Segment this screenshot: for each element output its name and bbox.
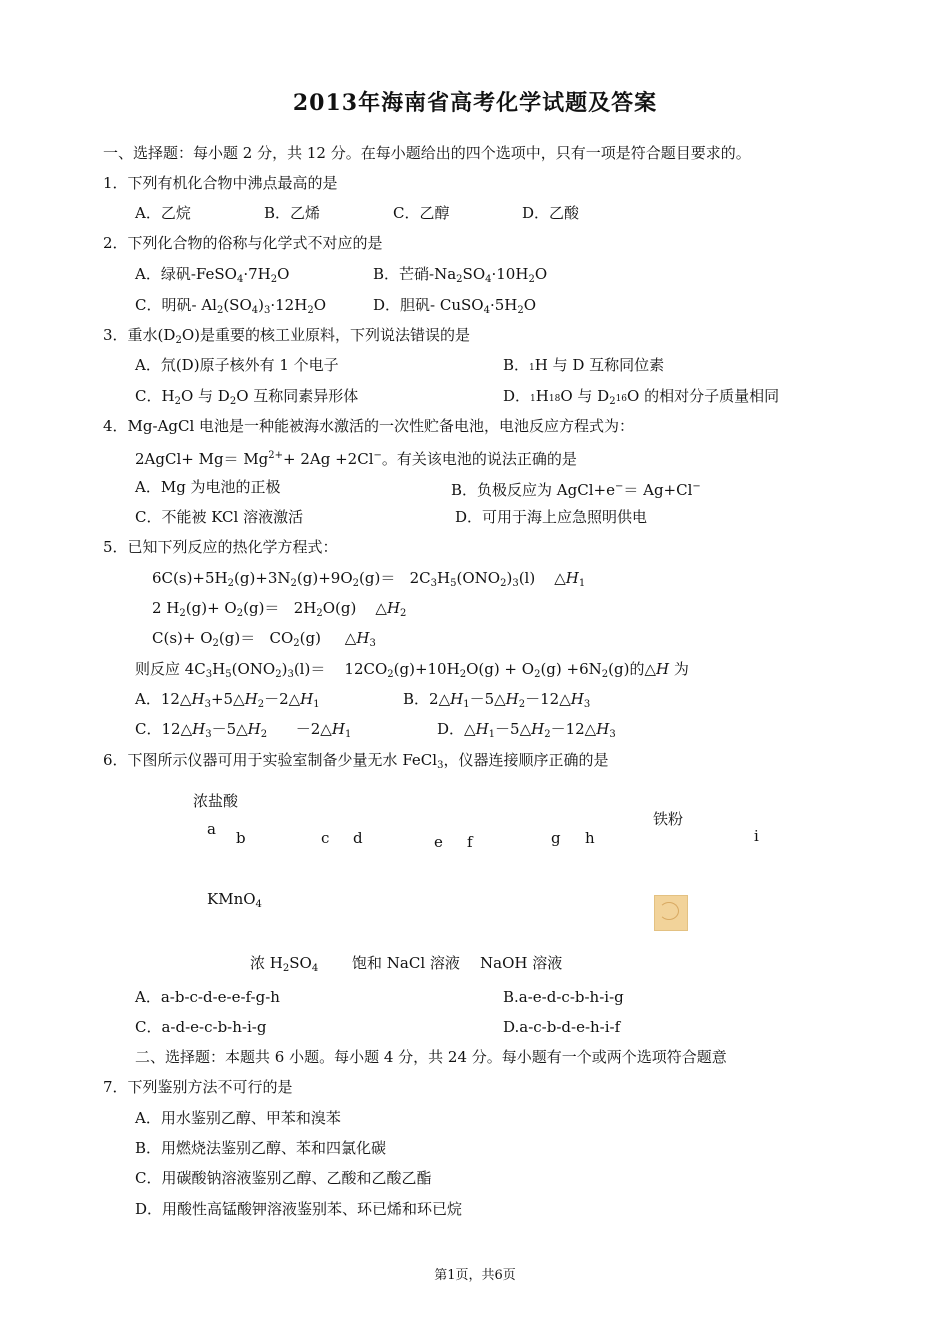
- port-label-i: i: [754, 827, 759, 845]
- q6-option-b: B.a-e-d-c-b-h-i-g: [503, 988, 624, 1006]
- port-label-a: a: [207, 820, 216, 838]
- label-kmno4: KMnO$_4$: [207, 890, 262, 910]
- q3-option-b: B．1H 与 D 互称同位素: [503, 356, 665, 374]
- q2-option-c: C．明矾- $Al_2(SO_4)_3\cdot 12H_2O$: [135, 296, 326, 316]
- q7-option-c: C．用碳酸钠溶液鉴别乙醇、乙酸和乙酸乙酯: [135, 1169, 432, 1187]
- q3-option-d: D．1H18O 与 $D_216O$ 的相对分子质量相同: [503, 387, 780, 407]
- q1-option-b: B．乙烯: [264, 204, 321, 222]
- q2-option-b: B．芒硝$-Na_2SO_4\cdot 10H_2O$: [373, 265, 548, 285]
- q5-equation-1: $6C(s)+5H_2(g)+3N_2(g)+9O_2(g)= 2C_3H_5(ONO_2)_3(l)$ $\triangle H_1$: [152, 569, 586, 589]
- q5-target-reaction: 则反应 $4C_3H_5(ONO_2)_3(l)=$ $12CO_2(g)+10H_2O(g) + O_2(g) +6N_2(g)$的△H 为: [135, 660, 689, 680]
- q5-option-b: B．$2\triangle H_1-5\triangle H_2-12\triangle H_3$: [403, 690, 591, 710]
- question-2-stem: 2．下列化合物的俗称与化学式不对应的是: [103, 234, 383, 252]
- port-label-c: c: [321, 829, 330, 847]
- question-1-stem: 1．下列有机化合物中沸点最高的是: [103, 174, 338, 192]
- question-3-stem: 3．重水$(D_2O)$是重要的核工业原料，下列说法错误的是: [103, 326, 470, 346]
- port-label-e: e: [434, 833, 443, 851]
- q2-option-d: D．胆矾- $CuSO_4\cdot 5H_2O$: [373, 296, 537, 316]
- q4-option-a: A．Mg 为电池的正极: [135, 478, 281, 496]
- port-label-d: d: [353, 829, 363, 847]
- q6-option-d: D.a-c-b-d-e-h-i-f: [503, 1018, 621, 1036]
- label-conc-h2so4: 浓 $H_2SO_4$: [250, 954, 319, 974]
- port-label-b: b: [236, 829, 246, 847]
- q6-option-a: A．a-b-c-d-e-e-f-g-h: [135, 988, 280, 1006]
- question-5-stem: 5．已知下列反应的热化学方程式：: [103, 538, 338, 556]
- page-footer: 第1页，共6页: [434, 1268, 516, 1283]
- q5-option-c: C．$12\triangle H_3-5\triangle H_2$ $-2\triangle H_1$: [135, 720, 352, 740]
- q1-option-d: D．乙酸: [522, 204, 580, 222]
- q1-option-a: A．乙烷: [135, 204, 191, 222]
- question-4-stem: 4．Mg-AgCl 电池是一种能被海水激活的一次性贮备电池，电池反应方程式为：: [103, 417, 635, 435]
- q7-option-a: A．用水鉴别乙醇、甲苯和溴苯: [135, 1109, 341, 1127]
- q4-option-d: D．可用于海上应急照明供电: [455, 508, 648, 526]
- q1-option-c: C．乙醇: [393, 204, 450, 222]
- iron-powder-image: [654, 895, 688, 931]
- port-label-h: h: [585, 829, 595, 847]
- q7-option-b: B．用燃烧法鉴别乙醇、苯和四氯化碳: [135, 1139, 387, 1157]
- label-iron-powder: 铁粉: [653, 810, 684, 828]
- q3-option-c: C．$H_2O$ 与 $D_2O$ 互称同素异形体: [135, 387, 359, 407]
- label-sat-nacl: 饱和 NaCl 溶液: [352, 954, 460, 972]
- q4-option-b: B．负极反应为 AgCl+e−＝ Ag+Cl−: [451, 481, 701, 499]
- page-title: 2013年海南省高考化学试题及答案: [292, 90, 658, 116]
- section-1-header: 一、选择题：每小题 2 分，共 12 分。在每小题给出的四个选项中，只有一项是符合题目要求的。: [103, 144, 751, 162]
- section-2-header: 二、选择题：本题共 6 小题。每小题 4 分，共 24 分。每小题有一个或两个选项符合题意: [135, 1048, 727, 1066]
- q5-equation-2: 2 $H_2(g)+ O_2(g)= 2H_2O(g)$ $\triangle H_2$: [152, 599, 407, 619]
- q2-option-a: A．绿矾$-FeSO_4\cdot 7H_2O$: [135, 265, 290, 285]
- question-6-stem: 6．下图所示仪器可用于实验室制备少量无水 FeCl$_3$，仪器连接顺序正确的是: [103, 751, 609, 771]
- q7-option-d: D．用酸性高锰酸钾溶液鉴别苯、环已烯和环已烷: [135, 1200, 463, 1218]
- q5-equation-3: $C(s)+ O_2(g)= CO_2(g)$ $\triangle H_3$: [152, 629, 376, 649]
- label-conc-hcl: 浓盐酸: [193, 792, 239, 810]
- q4-option-c: C．不能被 KCl 溶液激活: [135, 508, 304, 526]
- q5-option-d: D．$\triangle H_1-5\triangle H_2-12\triangle H_3$: [437, 720, 616, 740]
- q3-option-a: A．氘(D)原子核外有 1 个电子: [135, 356, 339, 374]
- label-naoh: NaOH 溶液: [480, 954, 563, 972]
- question-7-stem: 7．下列鉴别方法不可行的是: [103, 1078, 293, 1096]
- q6-option-c: C．a-d-e-c-b-h-i-g: [135, 1018, 267, 1036]
- q4-equation: 2AgCl+ $Mg= Mg^{2+}+ 2Ag +2Cl^-$。有关该电池的说法正确的是: [135, 450, 577, 468]
- q5-option-a: A．$12\triangle H_3+5\triangle H_2-2\triangle H_1$: [135, 690, 320, 710]
- port-label-f: f: [467, 833, 473, 851]
- port-label-g: g: [551, 829, 561, 847]
